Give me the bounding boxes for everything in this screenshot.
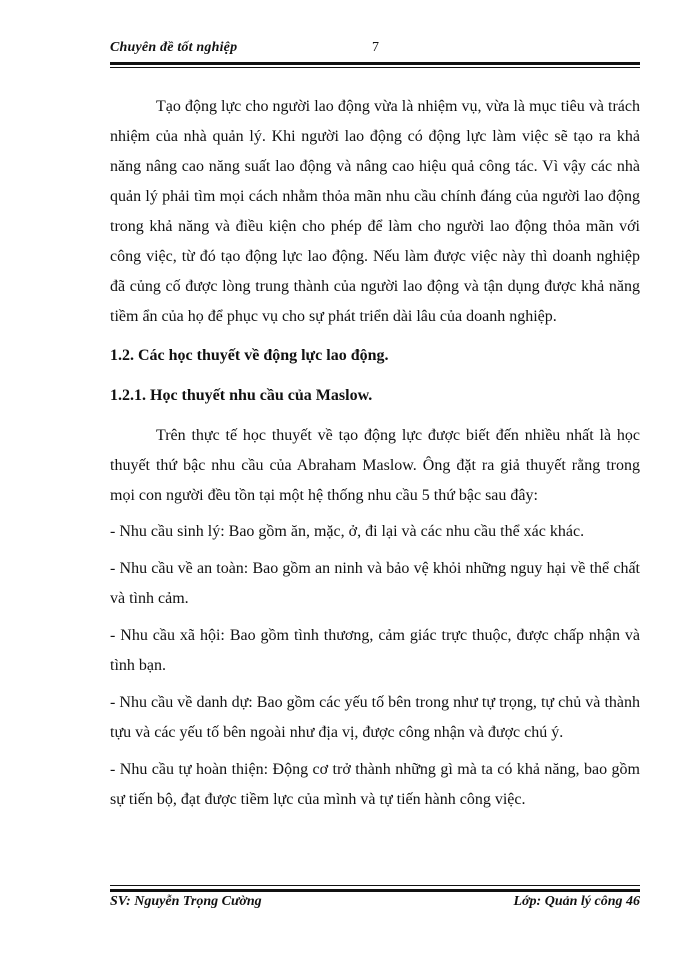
needs-list-item: - Nhu cầu sinh lý: Bao gồm ăn, mặc, ở, đi lại và các nhu cầu thể xác khác. bbox=[110, 523, 585, 540]
footer-rule-thin bbox=[110, 885, 640, 886]
header-rule-thick bbox=[110, 62, 640, 65]
needs-list-item: - Nhu cầu về danh dự: Bao gồm các yếu tố bên trong như tự trọng, tự chủ và thành tựu và các yếu tố bên ngoài như địa vị, được công nhận và được chú ý. bbox=[110, 694, 640, 741]
footer-student-name: SV: Nguyễn Trọng Cường bbox=[110, 894, 262, 909]
footer-rule-thick bbox=[110, 889, 640, 892]
page-content bbox=[110, 92, 640, 815]
needs-list-item: - Nhu cầu xã hội: Bao gồm tình thương, cảm giác trực thuộc, được chấp nhận và tình bạn. bbox=[110, 627, 640, 674]
page-header bbox=[110, 40, 640, 64]
header-title: Chuyên đề tốt nghiệp bbox=[110, 40, 238, 55]
needs-list-item: - Nhu cầu tự hoàn thiện: Động cơ trở thành những gì mà ta có khả năng, bao gồm sự tiến bộ, đạt được tiềm lực của mình và tự tiến hành công việc. bbox=[110, 761, 640, 808]
section-heading: 1.2. Các học thuyết về động lực lao động. bbox=[110, 347, 389, 364]
body-paragraph: Tạo động lực cho người lao động vừa là nhiệm vụ, vừa là mục tiêu và trách nhiệm của nhà quản lý. Khi người lao động có động lực làm việc sẽ tạo ra khả năng nâng cao năng suất lao động và nâng cao hiệu quả công tác. Vì vậy các nhà quản lý phải tìm mọi cách nhằm thỏa mãn nhu cầu chính đáng của người lao động trong khả năng và điều kiện cho phép để làm cho người lao động thỏa mãn với công việc, từ đó tạo động lực lao động. Nếu làm được việc này thì doanh nghiệp đã củng cố được lòng trung thành của người lao động và tận dụng được khả năng tiềm ẩn của họ để phục vụ cho sự phát triển dài lâu của doanh nghiệp. bbox=[110, 98, 640, 325]
header-rule-thin bbox=[110, 67, 640, 68]
footer-class: Lớp: Quản lý công 46 bbox=[513, 894, 640, 909]
body-paragraph: Trên thực tế học thuyết về tạo động lực được biết đến nhiều nhất là học thuyết thứ bậc nhu cầu của Abraham Maslow. Ông đặt ra giả thuyết rằng trong mọi con người đều tồn tại một hệ thống nhu cầu 5 thứ bậc sau đây: bbox=[110, 427, 640, 504]
page-number: 7 bbox=[372, 40, 379, 55]
page-footer bbox=[110, 894, 640, 916]
needs-list-item: - Nhu cầu về an toàn: Bao gồm an ninh và bảo vệ khỏi những nguy hại về thể chất và tình cảm. bbox=[110, 560, 640, 607]
subsection-heading: 1.2.1. Học thuyết nhu cầu của Maslow. bbox=[110, 387, 373, 404]
